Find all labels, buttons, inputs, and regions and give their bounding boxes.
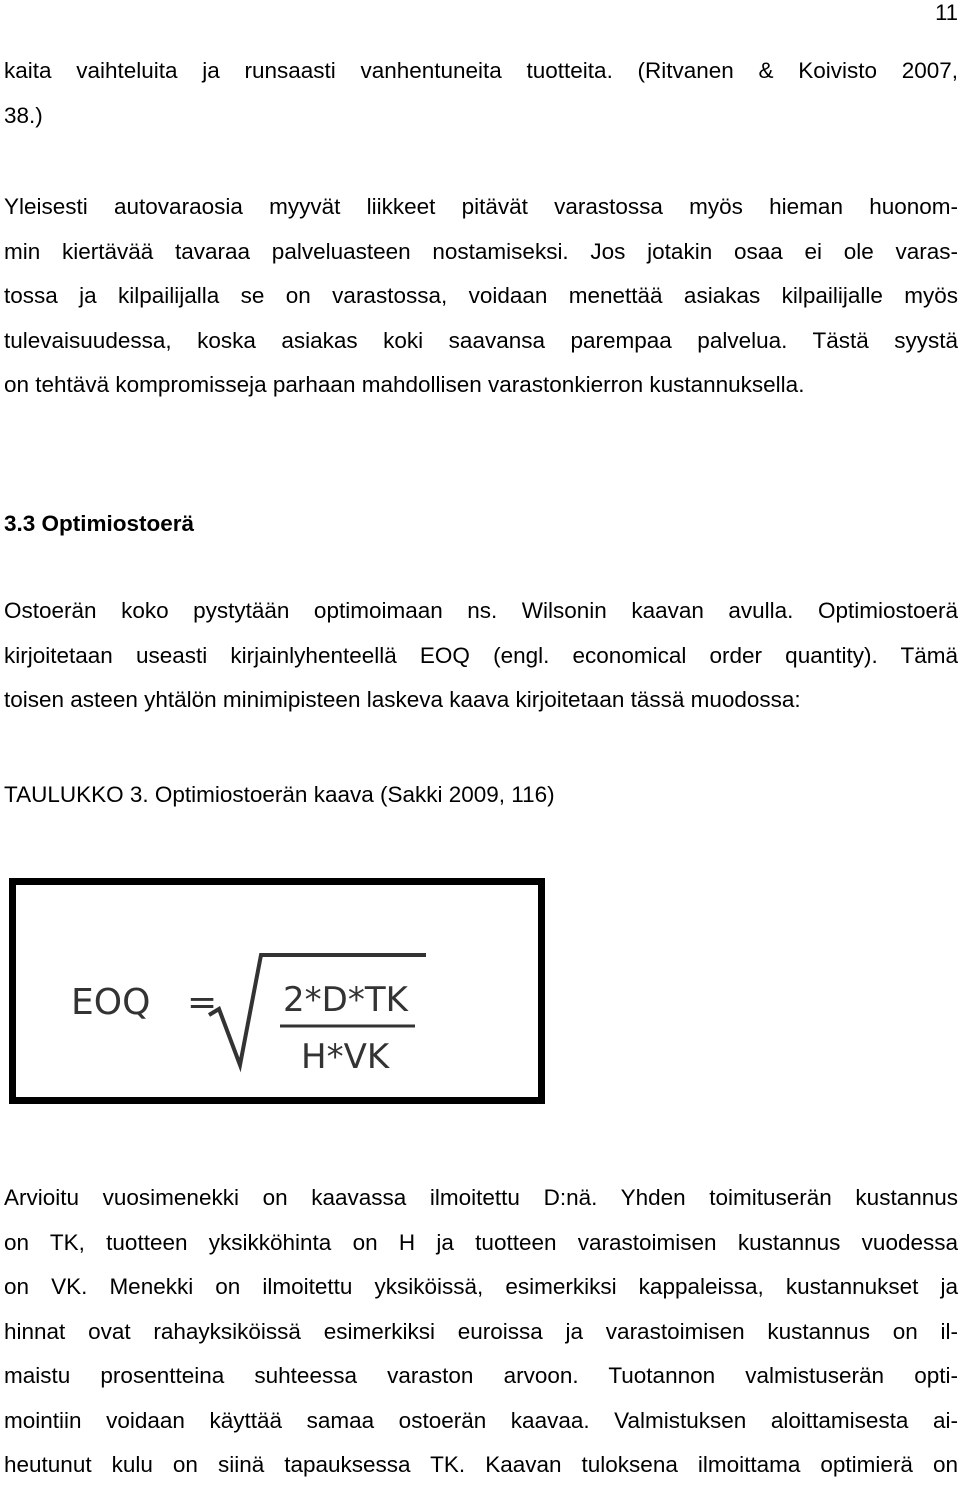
paragraph-line: toisen asteen yhtälön minimipisteen laskeva kaava kirjoitetaan tässä muodossa: [4,687,801,712]
paragraph-3 [4,589,958,723]
paragraph-line: hinnat ovat rahayksiköissä esimerkiksi euroissa ja varastoimisen kustannus on il- [4,1318,958,1344]
paragraph-line: Ostoerän koko pystytään optimoimaan ns. Wilsonin kaavan avulla. Optimiostoerä [4,598,958,623]
paragraph-line: tulevaisuudessa, koska asiakas koki saavansa parempaa palvelua. Tästä syystä [4,327,958,353]
paragraph-line: on tehtävä kompromisseja parhaan mahdollisen varastonkierron kustannuksella. [4,372,805,397]
paragraph-line: mointiin voidaan käyttää samaa ostoerän kaavaa. Valmistuksen aloittamisesta ai- [4,1407,958,1433]
paragraph-line: heutunut kulu on siinä tapauksessa TK. Kaavan tuloksena ilmoittama optimierä on [4,1452,958,1477]
paragraph-line: 38.) [4,102,43,128]
paragraph-line: on TK, tuotteen yksikköhinta on H ja tuotteen varastoimisen kustannus vuodessa [4,1229,958,1255]
paragraph-line: tossa ja kilpailijalla se on varastossa, voidaan menettää asiakas kilpailijalle myös [4,283,958,308]
paragraph-2 [4,185,958,408]
formula-box [9,878,545,1104]
paragraph-line: min kiertävää tavaraa palveluasteen nostamiseksi. Jos jotakin osaa ei ole varas- [4,238,958,264]
paragraph-line: Arvioitu vuosimenekki on kaavassa ilmoitettu D:nä. Yhden toimituserän kustannus [4,1185,958,1210]
formula-denominator: H*VK [301,1037,390,1077]
paragraph-line: maistu prosentteina suhteessa varaston arvoon. Tuotannon valmistuserän opti- [4,1363,958,1388]
paragraph-line: kaita vaihteluita ja runsaasti vanhentuneita tuotteita. (Ritvanen & Koivisto 2007, [4,58,958,83]
table-caption: TAULUKKO 3. Optimiostoerän kaava (Sakki 2009, 116) [4,782,555,807]
paragraph-line: on VK. Menekki on ilmoitettu yksiköissä, esimerkiksi kappaleissa, kustannukset ja [4,1274,958,1299]
formula-lhs: EOQ [71,982,151,1023]
paragraph-4 [4,1176,958,1488]
section-heading: 3.3 Optimiostoerä [4,511,195,536]
paragraph-1 [4,49,958,138]
paragraph-line: kirjoitetaan useasti kirjainlyhenteellä EOQ (engl. economical order quantity). Tämä [4,642,958,668]
formula-equals: = [187,982,218,1023]
paragraph-line: Yleisesti autovaraosia myyvät liikkeet pitävät varastossa myös hieman huonom- [4,194,958,219]
eoq-formula [16,885,538,1097]
formula-numerator: 2*D*TK [283,980,408,1020]
page-number: 11 [935,0,958,25]
